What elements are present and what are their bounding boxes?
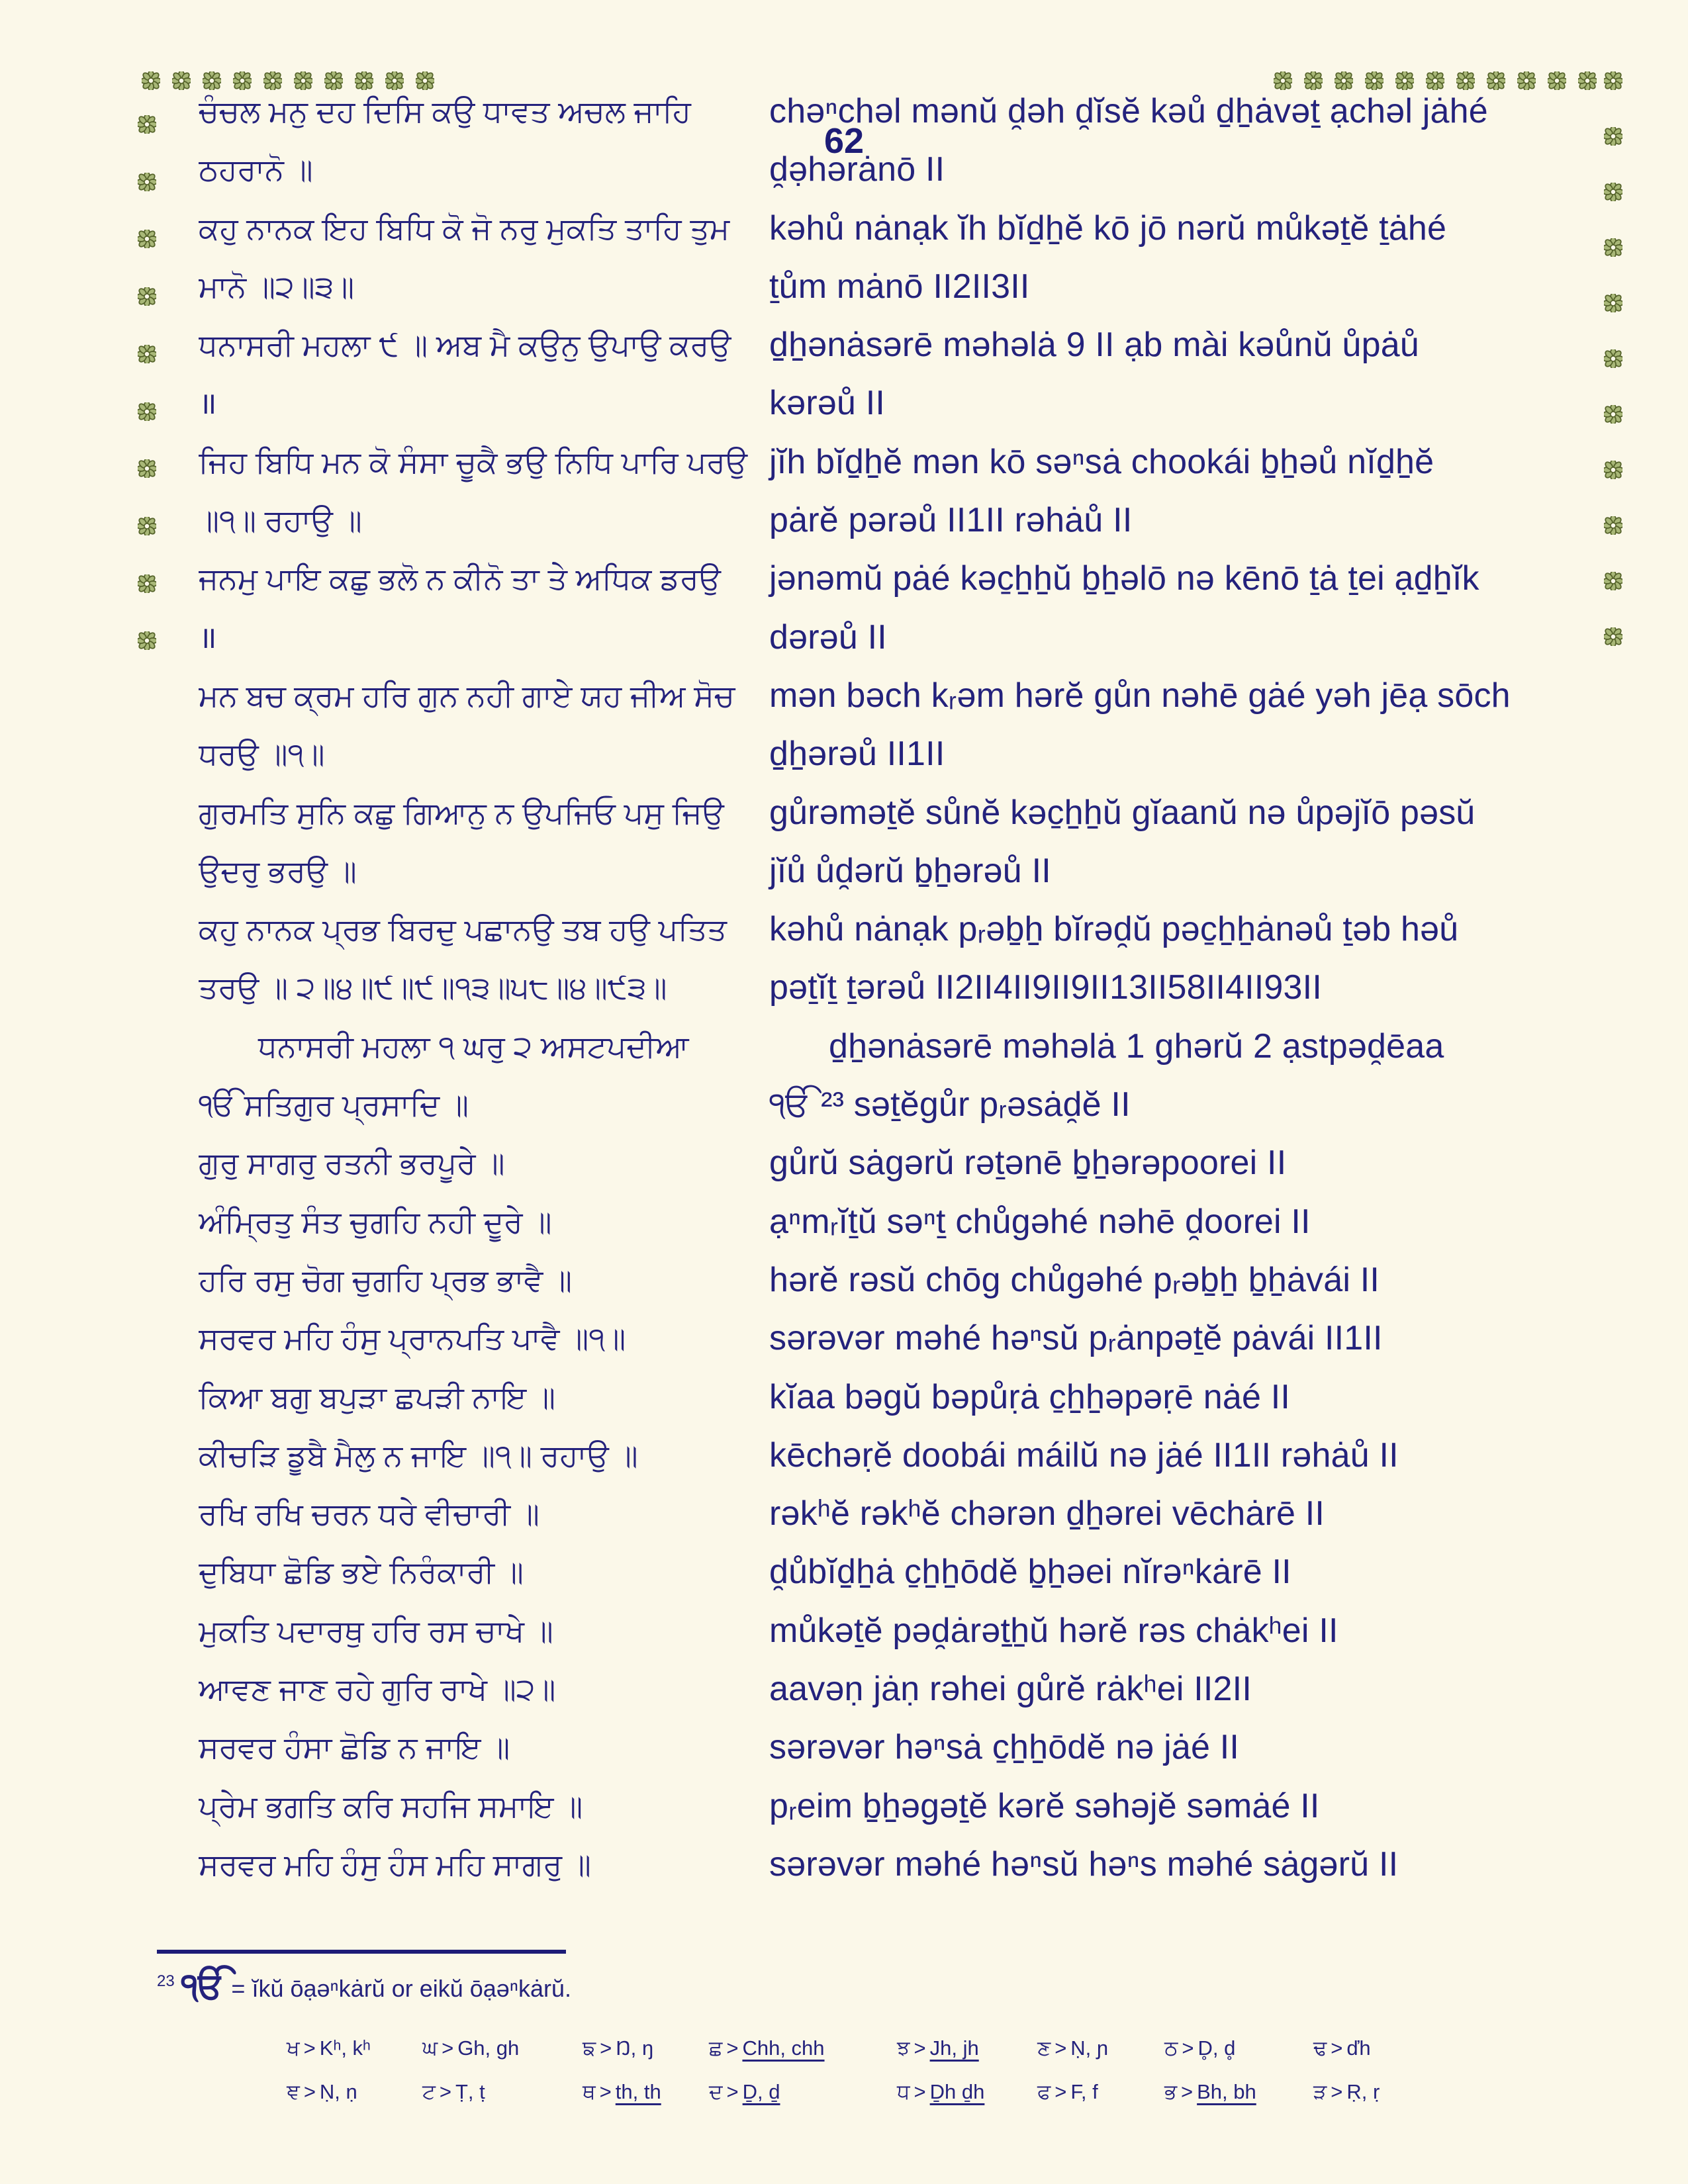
flower-ornament-icon [1395,71,1414,90]
gurmukhi-line: ਗੁਰਮਤਿ ਸੁਨਿ ਕਛੁ ਗਿਆਨੁ ਨ ਉਪਜਿਓ ਪਸੁ ਜਿਉ [199,795,724,830]
transliteration-line: jĭh bĭd̠h̠ĕ mən kō səⁿsȧ chookái b̠h̠əů nĭd̠h̠ĕ [769,442,1434,481]
transliteration-line: jənəmŭ pȧé kəc̱h̠h̠ŭ b̠h̠əlō nə kēnō ṯȧ ṯei ạd̠h̠ĭk [769,559,1479,598]
gurmukhi-line: ਆਵਣ ਜਾਣ ਰਹੇ ਗੁਰਿ ਰਾਖੇ ॥੨॥ [199,1672,556,1707]
romanization: Bh, bh [1197,2080,1256,2103]
gurmukhi-letter: ਛ [709,2036,723,2060]
gurmukhi-line: ਅੰਮ੍ਰਿਤੁ ਸੰਤ ਚੁਗਹਿ ਨਹੀ ਦੂਰੇ ॥ [199,1204,552,1239]
gurmukhi-line: ਠਹਰਾਨੋ ॥ [199,152,313,187]
maps-to-symbol: > [1181,2080,1194,2103]
pronunciation-key-entry [1313,2026,1648,2070]
gurmukhi-line: ਧਨਾਸਰੀ ਮਹਲਾ ੯ ॥ ਅਬ ਮੈ ਕਉਨੁ ਉਪਾਉ ਕਰਉ [199,328,731,363]
maps-to-symbol: > [726,2036,739,2060]
footnote-divider [157,1950,566,1954]
romanization: Gh, gh [457,2036,520,2060]
pronunciation-key-entry [583,2026,709,2070]
pronunciation-key-entry [897,2026,1037,2070]
transliteration-line: ṯům mȧnō II2II3II [769,267,1030,306]
transliteration-line: d̠h̠ərəů II1II [769,735,945,774]
transliteration-line: d̠h̠ənȧsərē məhəlȧ 1 ghərŭ 2 ạstpəd̯ēaa [829,1026,1444,1066]
transliteration-column [769,82,1597,1893]
flower-ornament-icon [294,71,312,90]
flower-ornament-icon [138,631,156,650]
maps-to-symbol: > [599,2080,612,2103]
maps-to-symbol: > [439,2080,451,2103]
romanization: Ṭ, ṭ [455,2080,485,2103]
flower-ornament-icon [1548,71,1566,90]
pronunciation-key-entry [583,2070,709,2114]
transliteration-line: kĭaa bəgŭ bəpůṛȧ c̱h̠h̠əpəṛē nȧé II [769,1377,1291,1416]
gurmukhi-line: ਪ੍ਰੇਮ ਭਗਤਿ ਕਰਿ ਸਹਜਿ ਸਮਾਇ ॥ [199,1788,583,1823]
gurmukhi-letter: ਠ [1164,2036,1178,2060]
maps-to-symbol: > [600,2036,612,2060]
gurmukhi-letter: ਖ [287,2036,300,2060]
gurmukhi-letter: ਥ [583,2080,596,2103]
maps-to-symbol: > [303,2036,316,2060]
flower-ornament-icon [1604,516,1622,535]
transliteration-line: gůrŭ sȧgərŭ rəṯənē b̠h̠ərəpoorei II [769,1144,1287,1183]
romanization: D̥, d̥ [1197,2036,1236,2060]
gurmukhi-line: ॥ [199,386,217,421]
flower-ornament-icon [1604,238,1622,257]
gurmukhi-line: ਜਿਹ ਬਿਧਿ ਮਨ ਕੋ ਸੰਸਾ ਚੂਕੈ ਭਉ ਨਿਧਿ ਪਾਰਿ ਪਰਉ [199,444,748,479]
transliteration-line: sərəvər həⁿsȧ c̱h̠h̠ōdĕ nə jȧé II [769,1728,1240,1767]
transliteration-line: můkəṯĕ pəd̯ȧrət̠h̠ŭ hərĕ rəs chȧkʰei II [769,1611,1338,1650]
maps-to-symbol: > [1182,2036,1194,2060]
transliteration-line: d̯ə̣hərȧnō II [769,150,945,189]
gurmukhi-line: ੴ ਸਤਿਗੁਰ ਪ੍ਰਸਾਦਿ ॥ [199,1087,469,1122]
footnote [157,1964,571,2006]
transliteration-line: pȧrĕ pərəů II1II rəhȧů II [769,501,1133,540]
romanization: ďh [1346,2036,1371,2060]
transliteration-line: rəkʰĕ rəkʰĕ chərən d̠h̠ərei vēchȧrē II [769,1494,1325,1533]
gurmukhi-letter: ਦ [709,2080,723,2103]
gurmukhi-line: ਮਾਨੋ ॥੨॥੩॥ [199,269,355,304]
gurmukhi-line: ਹਰਿ ਰਸੁ ਚੋਗ ਚੁਗਹਿ ਪ੍ਰਭ ਭਾਵੈ ॥ [199,1262,573,1297]
pronunciation-key-entry [422,2070,583,2114]
gurmukhi-line: ਸਰਵਰ ਮਹਿ ਹੰਸੁ ਹੰਸ ਮਹਿ ਸਾਗਰੁ ॥ [199,1846,591,1882]
flower-ornament-icon [1365,71,1383,90]
gurmukhi-letter: ਟ [422,2080,436,2103]
pronunciation-key-entry [1164,2070,1313,2114]
maps-to-symbol: > [1055,2036,1067,2060]
gurmukhi-line: ਕਹੁ ਨਾਨਕ ਇਹ ਬਿਧਿ ਕੋ ਜੋ ਨਰੁ ਮੁਕਤਿ ਤਾਹਿ ਤੁਮ [199,210,730,246]
transliteration-line: dərəů II [769,617,887,657]
flower-ornament-icon [1604,405,1622,424]
gurmukhi-letter: ਢ [1313,2036,1327,2060]
footnote-marker: 23 [157,1972,175,1990]
flower-ornament-icon [416,71,434,90]
gurmukhi-letter: ਘ [422,2036,438,2060]
transliteration-line: mən bəch kᵣəm hərĕ gůn nəhē gȧé yəh jēạ sōch [769,676,1511,715]
transliteration-line: kēchəṛĕ doobái máilŭ nə jȧé II1II rəhȧů II [769,1435,1399,1475]
flower-ornament-icon [138,230,156,248]
gurmukhi-letter: ਫ [1037,2080,1051,2103]
gurmukhi-column [199,82,769,1893]
romanization: Ṇ, ɲ [1070,2036,1109,2060]
maps-to-symbol: > [726,2080,739,2103]
gurmukhi-line: ਚੰਚਲ ਮਨੁ ਦਹ ਦਿਸਿ ਕਉ ਧਾਵਤ ਅਚਲ ਜਾਹਿ [199,94,691,128]
flower-ornament-icon [1604,572,1622,590]
pronunciation-key-entry [1037,2026,1164,2070]
transliteration-line: sərəvər məhé həⁿsŭ həⁿs məhé sȧgərŭ II [769,1844,1399,1884]
pronunciation-key-entry [287,2070,422,2114]
flower-ornament-icon [1426,71,1444,90]
transliteration-line: kərəů II [769,384,886,423]
flower-ornament-icon [138,517,156,535]
flower-ornament-icon [324,71,343,90]
transliteration-line: kəhů nȧnạk ĭh bĭd̠h̠ĕ kō jō nərŭ můkəṯĕ ṯȧhé [769,208,1447,248]
transliteration-line: aavəṇ jȧṇ rəhei gůrĕ rȧkʰei II2II [769,1670,1252,1709]
maps-to-symbol: > [914,2080,926,2103]
romanization: Ḏh ḏh [929,2080,985,2103]
footnote-text: = ĭkŭ ōạəⁿkȧrŭ or eikŭ ōạəⁿkȧrŭ. [231,1975,571,2002]
maps-to-symbol: > [303,2080,316,2103]
pronunciation-key-entry [422,2026,583,2070]
transliteration-line: jĭů ůd̯ərŭ b̠h̠ərəů II [769,851,1051,890]
pronunciation-key-entry [709,2070,897,2114]
flower-ornament-icon [203,71,221,90]
gurmukhi-line: ਧਨਾਸਰੀ ਮਹਲਾ ੧ ਘਰੁ ੨ ਅਸਟਪਦੀਆ [258,1028,689,1064]
gurmukhi-letter: ੜ [1313,2080,1327,2103]
transliteration-line: d̠h̠ənȧsərē məhəlȧ 9 II ạb mài kəůnŭ ůpȧů [769,326,1420,365]
gurmukhi-line: ਧਰਉ ॥੧॥ [199,737,325,772]
flower-ornament-icon [138,345,156,363]
gurmukhi-line: ॥ [199,619,217,655]
transliteration-line: ạⁿmᵣĭṯŭ səⁿṯ chůgəhé nəhē d̯oorei II [769,1202,1311,1241]
gurmukhi-letter: ਧ [897,2080,910,2103]
maps-to-symbol: > [914,2036,926,2060]
romanization: Ṇ, ṇ [319,2080,357,2103]
flower-ornament-icon [1604,294,1622,312]
flower-ornament-icon [263,71,282,90]
flower-ornament-icon [1335,71,1353,90]
gurmukhi-line: ਜਨਮੁ ਪਾਇ ਕਛੁ ਭਲੋ ਨ ਕੀਨੋ ਤਾ ਤੇ ਅਧਿਕ ਡਰਉ [199,561,721,596]
maps-to-symbol: > [1331,2036,1343,2060]
pronunciation-key-entry [1313,2070,1648,2114]
gurmukhi-line: ਮੁਕਤਿ ਪਦਾਰਥੁ ਹਰਿ ਰਸ ਚਾਖੇ ॥ [199,1613,553,1648]
gurmukhi-line: ਮਨ ਬਚ ਕ੍ਰਮ ਹਰਿ ਗੁਨ ਨਹੀ ਗਾਏ ਯਹ ਜੀਅ ਸੋਚ [199,678,735,713]
gurmukhi-letter: ਭ [1164,2080,1178,2103]
flower-ornament-icon [138,459,156,478]
pronunciation-key-entry [287,2026,422,2070]
flower-ornament-icon [1604,627,1622,646]
flower-ornament-icon [1456,71,1475,90]
gurmukhi-letter: ਣ [1037,2036,1051,2060]
flower-ornament-icon [1517,71,1536,90]
flower-ornament-icon [1604,461,1622,479]
gurmukhi-line: ਦੁਬਿਧਾ ਛੋਡਿ ਭਏ ਨਿਰੰਕਾਰੀ ॥ [199,1555,524,1590]
flower-ornament-icon [142,71,160,90]
romanization: th, th [615,2080,661,2103]
pronunciation-key [287,2026,1648,2114]
flower-ornament-icon [1604,71,1622,90]
maps-to-symbol: > [1331,2080,1343,2103]
flower-ornament-icon [385,71,404,90]
flower-ornament-icon [1274,71,1292,90]
maps-to-symbol: > [442,2036,454,2060]
transliteration-line: kəhů nȧnạk pᵣəb̠h̠ bĭrəd̯ŭ pəc̱h̠h̠ȧnəů ṯəb həů [769,910,1459,949]
flower-ornament-icon [138,574,156,593]
gurmukhi-line: ਸਰਵਰ ਮਹਿ ਹੰਸੁ ਪ੍ਰਾਨਪਤਿ ਪਾਵੈ ॥੧॥ [199,1321,626,1356]
flower-ornament-icon [138,115,156,134]
pronunciation-key-row [287,2070,1648,2114]
pronunciation-key-entry [897,2070,1037,2114]
flower-ornament-icon [1604,127,1622,146]
transliteration-line: pᵣeim b̠h̠əgəṯĕ kərĕ səhəjĕ səmȧé II [769,1786,1320,1825]
gurmukhi-line: ਸਰਵਰ ਹੰਸਾ ਛੋਡਿ ਨ ਜਾਇ ॥ [199,1730,510,1765]
pronunciation-key-entry [1164,2026,1313,2070]
pronunciation-key-entry [1037,2070,1164,2114]
flower-ornament-icon [138,173,156,191]
flower-ornament-icon [1604,183,1622,201]
flower-ornament-icon [1304,71,1323,90]
transliteration-line: ੴ ²³ səṯĕgůr pᵣəsȧd̯ĕ II [769,1085,1131,1124]
gurmukhi-letter: ਞ [287,2080,300,2103]
maps-to-symbol: > [1055,2080,1067,2103]
gurmukhi-line: ਕੀਚੜਿ ਡੂਬੈ ਮੈਲੁ ਨ ਜਾਇ ॥੧॥ ਰਹਾਉ ॥ [199,1437,638,1473]
gurmukhi-line: ॥੧॥ ਰਹਾਉ ॥ [199,503,362,538]
romanization: Chh, chh [742,2036,825,2060]
gurmukhi-line: ਰਖਿ ਰਖਿ ਚਰਨ ਧਰੇ ਵੀਚਾਰੀ ॥ [199,1496,539,1531]
gurmukhi-line: ਕਹੁ ਨਾਨਕ ਪ੍ਰਭ ਬਿਰਦੁ ਪਛਾਨਉ ਤਬ ਹਉ ਪਤਿਤ [199,912,727,947]
gurmukhi-line: ਤਰਉ ॥ ੨॥੪॥੯॥੯॥੧੩॥੫੮॥੪॥੯੩॥ [199,970,667,1005]
ik-onkar-symbol: ੴ [181,1966,225,2006]
transliteration-line: d̯ůbĭd̠h̠ȧ c̱h̠h̠ōdĕ b̠h̠əei nĭrəⁿkȧrē II [769,1553,1291,1592]
gurmukhi-letter: ਙ [583,2036,596,2060]
flower-ornament-icon [233,71,252,90]
transliteration-line: gůrəməṯĕ sůnĕ kəc̱h̠h̠ŭ gĭaanŭ nə ůpəjĭō pəsŭ [769,793,1476,832]
transliteration-line: hərĕ rəsŭ chōg chůgəhé pᵣəb̠h̠ b̠h̠ȧvái II [769,1260,1380,1299]
romanization: Ḏ, ḏ [742,2080,780,2103]
romanization: Kʰ, kʰ [319,2036,371,2060]
gurmukhi-line: ਉਦਰੁ ਭਰਉ ॥ [199,853,357,888]
transliteration-line: pəṯĭṯ ṯərəů II2II4II9II9II13II58II4II93II [769,968,1322,1007]
flower-ornament-icon [1487,71,1505,90]
romanization: Ŋ, ŋ [616,2036,654,2060]
flower-ornament-icon [1604,349,1622,368]
page-number: 62 [823,121,865,161]
romanization: Ṛ, ṛ [1346,2080,1380,2103]
romanization: F, f [1070,2080,1098,2103]
pronunciation-key-entry [709,2026,897,2070]
gurmukhi-line: ਗੁਰੁ ਸਾਗਰੁ ਰਤਨੀ ਭਰਪੂਰੇ ॥ [199,1146,505,1181]
transliteration-line: chəⁿchəl mənŭ d̯əh d̯ĭsĕ kəů d̠h̠ȧvəṯ ạchəl jȧhé [769,92,1488,130]
flower-ornament-icon [138,287,156,306]
gurmukhi-letter: ਝ [897,2036,910,2060]
pronunciation-key-row [287,2026,1648,2070]
gurmukhi-line: ਕਿਆ ਬਗੁ ਬਪੁੜਾ ਛਪੜੀ ਨਾਇ ॥ [199,1379,556,1414]
romanization: Jh, jh [929,2036,979,2060]
flower-ornament-icon [172,71,191,90]
flower-ornament-icon [1578,71,1597,90]
transliteration-line: sərəvər məhé həⁿsŭ pᵣȧnpəṯĕ pȧvái II1II [769,1319,1383,1358]
flower-ornament-icon [138,402,156,421]
flower-ornament-icon [355,71,373,90]
